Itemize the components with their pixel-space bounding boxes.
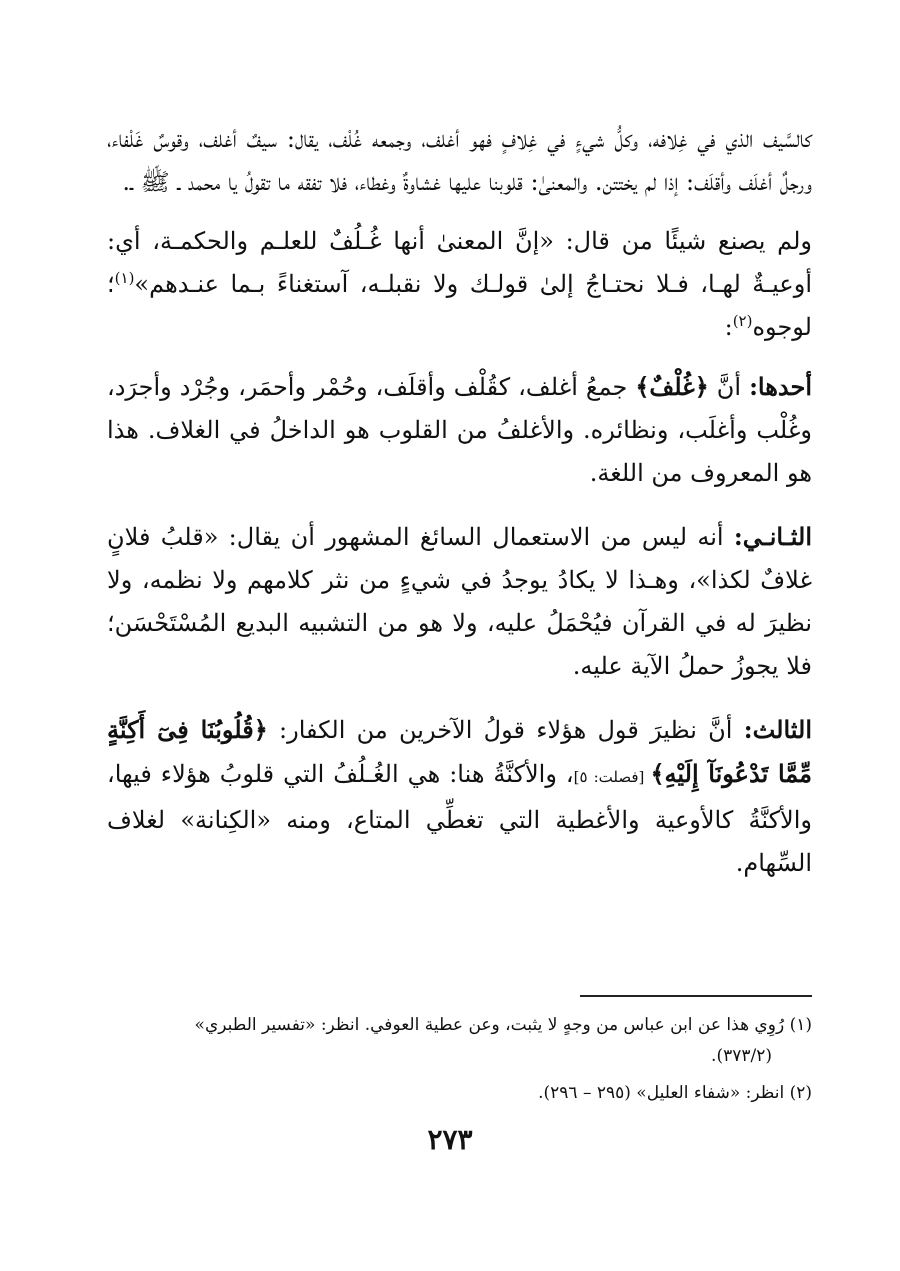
surah-reference: [فصلت: ٥] xyxy=(573,768,651,786)
footnote-1 xyxy=(107,1010,812,1072)
main-text xyxy=(107,118,812,905)
paragraph-3-a: أنَّ xyxy=(708,373,750,401)
paragraph-3-b: جمعُ أغلف، كقُلْف وأقلَف، وحُمْر وأحمَر، وجُرْد وأجرَد، وغُلْب وأغلَب، ونظائره. والأغلفُ من القلوب هو الداخلُ في الغلاف. هذا هو المعروف من اللغة. xyxy=(107,373,812,487)
quran-quote-1: ﴿غُلْفٌ﴾ xyxy=(635,372,709,401)
quran-quote-2: ﴿قُلُوبُنَا فِىٓ أَكِنَّةٍ مِّمَّا تَدْعُونَآ إِلَيْهِ﴾ xyxy=(107,715,812,788)
paragraph-2 xyxy=(107,220,812,349)
footnote-ref-1: (١) xyxy=(114,269,135,287)
paragraph-5 xyxy=(107,708,812,885)
paragraph-3-lead: أحدها: xyxy=(749,372,812,401)
footnote-2-text: انظر: «شفاء العليل» (٢٩٥ – ٢٩٦). xyxy=(538,1083,790,1103)
page-number: ٢٧٣ xyxy=(427,1123,473,1156)
footnote-2-number: (٢) xyxy=(789,1083,812,1103)
footnote-divider xyxy=(580,995,812,997)
paragraph-3 xyxy=(107,365,812,495)
paragraph-5-b: ، والأكنَّةُ هنا: هي الغُـلُفُ التي قلوبُ هؤلاء فيها، والأكنَّةُ كالأوعية والأغطية التي تغطِّي المتاع، ومنه «الكِنانة» لغلاف السِّهام. xyxy=(107,760,812,877)
paragraph-1 xyxy=(107,118,812,204)
paragraph-5-a: أنَّ نظيرَ قول هؤلاء قولُ الآخرين من الكفار: xyxy=(267,716,744,744)
footnote-1-text: رُوِي هذا عن ابن عباس من وجهٍ لا يثبت، وعن عطية العوفي. انظر: «تفسير الطبري» xyxy=(194,1015,790,1035)
footnote-1-continuation: (٣٧٣/٢). xyxy=(711,1046,772,1066)
paragraph-2-end: : xyxy=(724,313,733,341)
paragraph-1-text: كالسَّيف الذي في غِلافه، وكلُّ شيءٍ في غِلافٍ فهو أغلف، وجمعه غُلْف، يقال: سيفٌ أغلف، وقوسٌ غَلْفاء، ورجلٌ أغلَف وأقلَف: إذا لم يختتن. والمعنىٰ: قلوبنا عليها غشاوةٌ وغطاء، فلا تفقه ما تقولُ يا محمد ـ ﷺ ـ. xyxy=(107,125,812,196)
footnote-1-number: (١) xyxy=(789,1015,812,1035)
paragraph-4-lead: الثـانـي: xyxy=(733,522,812,551)
footnote-ref-2: (٢) xyxy=(732,312,753,330)
paragraph-4 xyxy=(107,515,812,688)
paragraph-5-lead: الثالث: xyxy=(743,715,812,744)
paragraph-2-text: ولم يصنع شيئًا من قال: «إنَّ المعنىٰ أنها غُـلُفٌ للعلـم والحكمـة، أي: أوعيـةٌ لهـا، فـلا نحتـاجُ إلىٰ قولـك ولا نقبلـه، آستغناءً بـما عنـدهم» xyxy=(107,227,812,298)
footnote-2 xyxy=(107,1078,812,1109)
paragraph-2-mid: ؛ لوجوه xyxy=(107,270,812,341)
paragraph-4-text: أنه ليس من الاستعمال السائغ المشهور أن يقال: «قلبُ فلانٍ غلافٌ لكذا»، وهـذا لا يكادُ يوجدُ في شيءٍ من نثر كلامهم ولا نظمه، ولا نظيرَ له في القرآن فيُحْمَلُ عليه، ولا هو من التشبيه البديع المُسْتَحْسَن؛ فلا يجوزُ حملُ الآية عليه. xyxy=(107,523,812,680)
footnotes xyxy=(107,1010,812,1115)
